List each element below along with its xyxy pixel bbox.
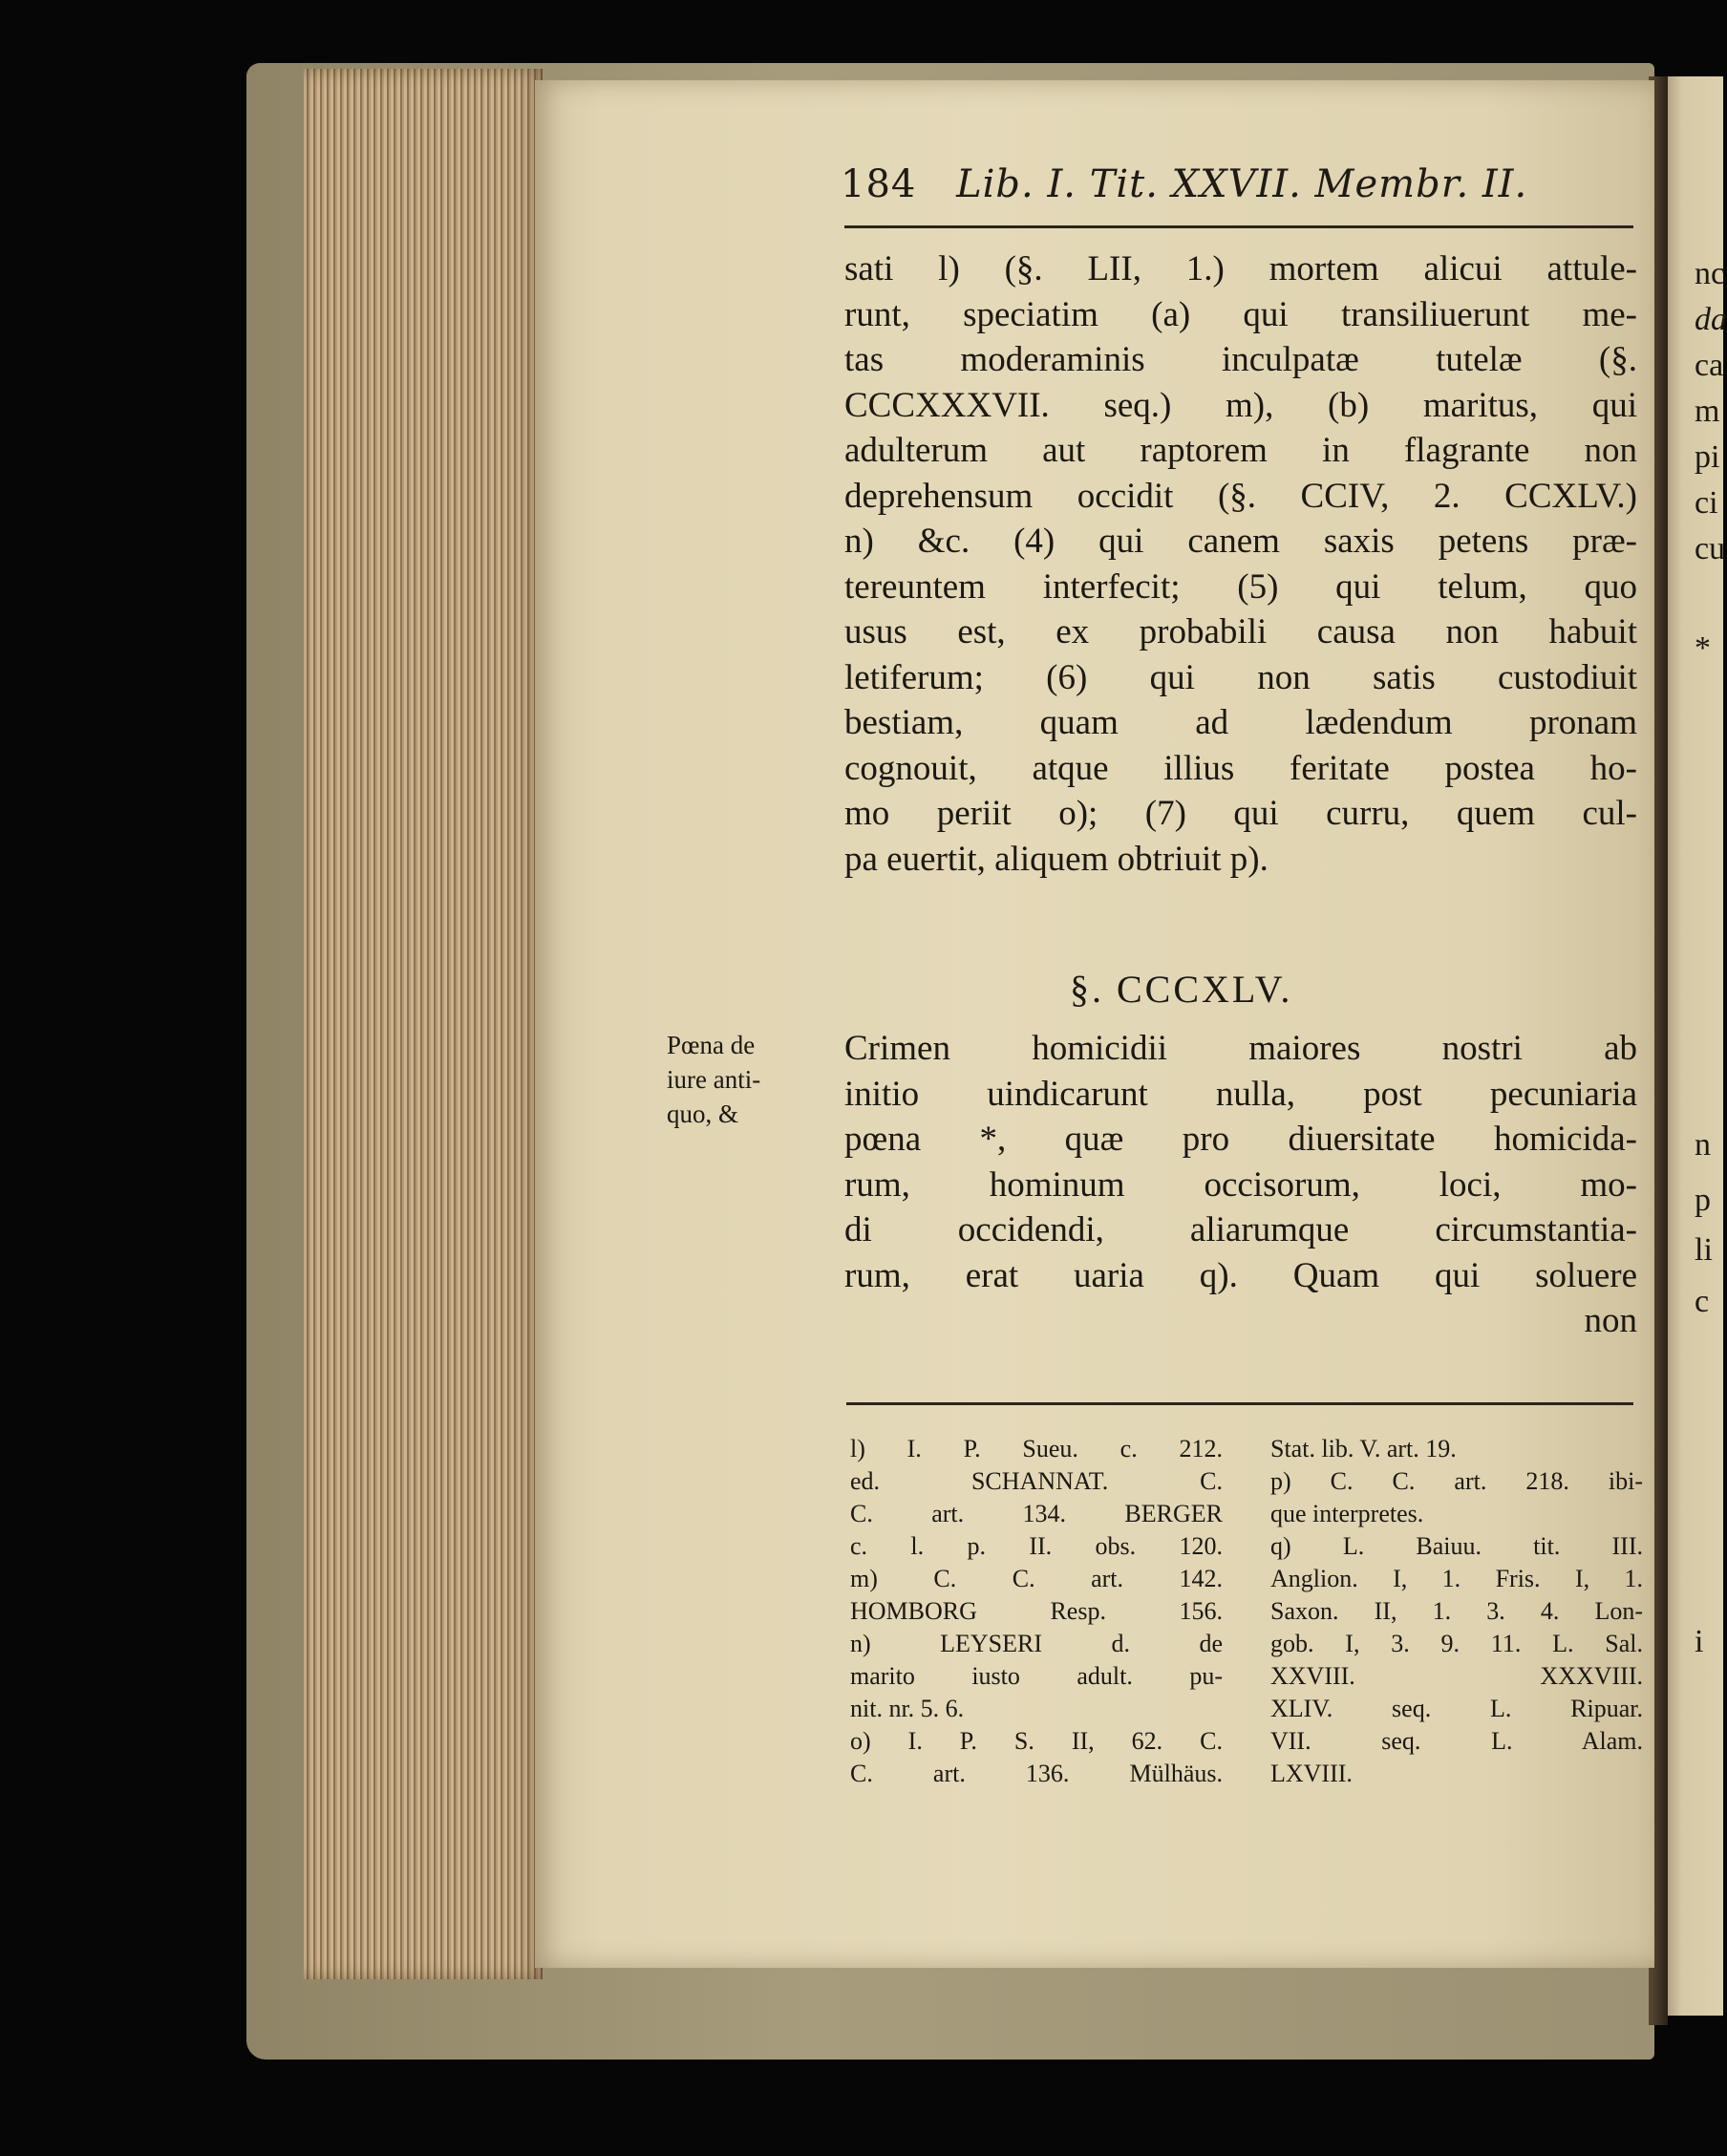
footnote-line: XXVIII. XXXVIII. [1270,1662,1643,1690]
footnote-line: marito iusto adult. pu- [850,1662,1223,1690]
footnote-line: n) LEYSERI d. de [850,1630,1223,1657]
text-line: Crimen homicidii maiores nostri ab [844,1029,1637,1068]
section-heading: §. CCCXLV. [1070,968,1293,1011]
text-line: CCCXXXVII. seq.) m), (b) maritus, qui [844,385,1637,425]
text-line: runt, speciatim (a) qui transiliuerunt me- [844,294,1637,334]
facing-fragment: ca [1695,348,1724,383]
footnote-line: q) L. Baiuu. tit. III. [1270,1532,1643,1560]
footnotes-right [1270,1433,1643,1790]
footnote-line: gob. I, 3. 9. 11. L. Sal. [1270,1630,1643,1657]
head-rule [844,225,1633,228]
footnote-line: VII. seq. L. Alam. [1270,1727,1643,1755]
footnotes-left [850,1433,1223,1790]
text-line: pa euertit, aliquem obtriuit p). [844,839,1269,879]
footnote-line: XLIV. seq. L. Ripuar. [1270,1695,1643,1722]
text-line: initio uindicarunt nulla, post pecuniaria [844,1074,1637,1114]
text-line: cognouit, atque illius feritate postea ho- [844,748,1637,788]
text-line: usus est, ex probabili causa non habuit [844,612,1637,651]
facing-fragment: i [1695,1624,1704,1659]
page-number: 184 [841,162,917,206]
facing-fragment: ci [1695,485,1718,521]
footnote-line: que interpretes. [1270,1500,1424,1527]
margin-note-line: iure anti- [667,1065,761,1094]
footnote-line: Anglion. I, 1. Fris. I, 1. [1270,1565,1643,1592]
footnote-line: c. l. p. II. obs. 120. [850,1532,1223,1560]
footnote-line: o) I. P. S. II, 62. C. [850,1727,1223,1755]
page-edges [304,69,543,1979]
footnote-rule [846,1402,1633,1405]
footnote-line: Stat. lib. V. art. 19. [1270,1435,1457,1462]
text-line: pœna *, quæ pro diuersitate homicida- [844,1120,1637,1159]
footnote-line: ed. SCHANNAT. C. [850,1467,1223,1495]
text-line: letiferum; (6) qui non satis custodiuit [844,657,1637,697]
text-line: bestiam, quam ad lædendum pronam [844,703,1637,742]
facing-fragment: li [1695,1232,1713,1268]
footnote-line: l) I. P. Sueu. c. 212. [850,1435,1223,1462]
facing-fragment: m [1695,394,1720,429]
margin-note [667,1028,810,1131]
facing-fragment: c [1695,1284,1710,1319]
footnote-line: p) C. C. art. 218. ibi- [1270,1467,1643,1495]
footnote-line: LXVIII. [1270,1760,1353,1787]
facing-fragment: pi [1695,439,1720,475]
text-line: mo periit o); (7) qui curru, quem cul- [844,794,1637,833]
text-line: di occidendi, aliarumque circumstantia- [844,1210,1637,1249]
text-line: deprehensum occidit (§. CCIV, 2. CCXLV.) [844,476,1637,516]
margin-note-line: quo, & [667,1099,739,1128]
footnote-line: C. art. 134. BERGER [850,1500,1223,1527]
text-line: rum, hominum occisorum, loci, mo- [844,1164,1637,1205]
facing-fragment: * [1695,630,1711,666]
text-line: n) &c. (4) qui canem saxis petens præ- [844,522,1637,561]
footnote-line: nit. nr. 5. 6. [850,1695,965,1722]
text-line: tereuntem interfecit; (5) qui telum, quo [844,566,1637,607]
facing-fragment: n [1695,1127,1711,1163]
facing-fragment: p [1695,1183,1711,1218]
footnote-line: C. art. 136. Mülhäus. [850,1760,1223,1787]
footnote-line: Saxon. II, 1. 3. 4. Lon- [1270,1597,1643,1625]
facing-fragment: da [1695,302,1727,337]
footnote-line: HOMBORG Resp. 156. [850,1597,1223,1625]
running-title: Lib. I. Tit. XXVII. Membr. II. [956,162,1528,206]
running-head [841,162,1624,216]
paragraph-1 [844,246,1637,882]
text-line: sati l) (§. LII, 1.) mortem alicui attule- [844,249,1637,288]
margin-note-line: Pœna de [667,1031,756,1059]
paragraph-2 [844,1026,1637,1344]
text-line: rum, erat uaria q). Quam qui soluere [844,1255,1637,1295]
footnote-line: m) C. C. art. 142. [850,1565,1223,1592]
text-line: tas moderaminis inculpatæ tutelæ (§. [844,340,1637,379]
facing-fragment: cu [1695,531,1726,566]
text-line: adulterum aut raptorem in flagrante non [844,431,1637,470]
catchword: non [1584,1301,1637,1340]
facing-fragment: nc [1695,256,1726,291]
